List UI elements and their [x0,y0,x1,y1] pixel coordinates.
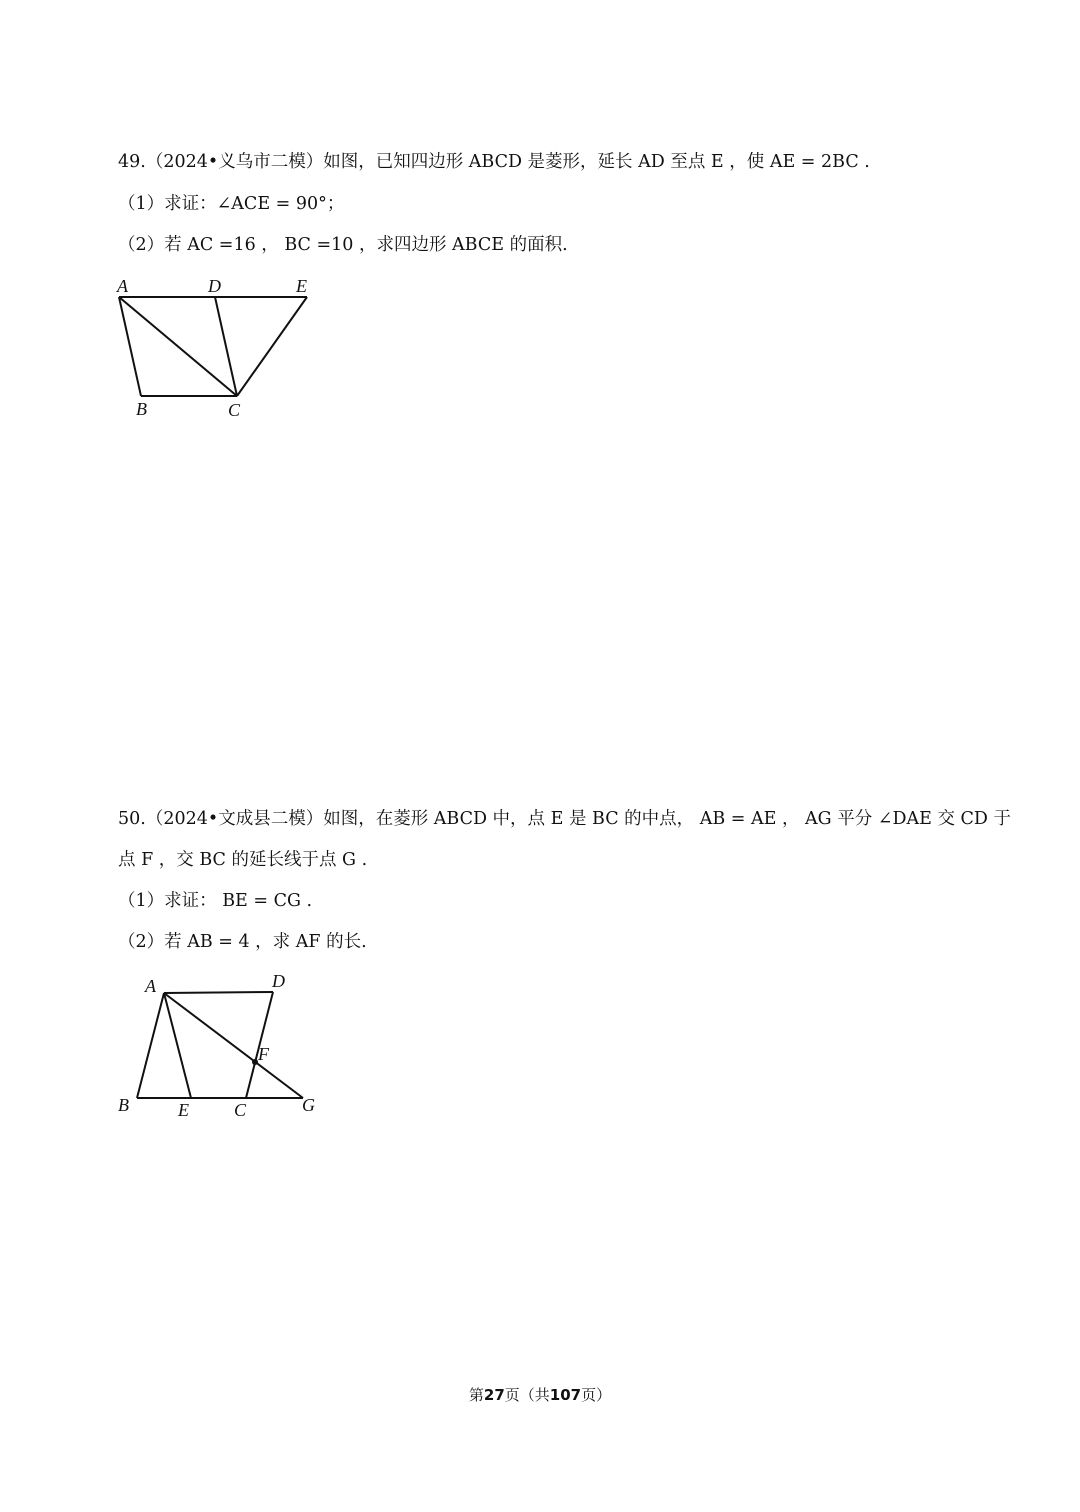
problem-49-title: 49.（2024•义乌市二模）如图，已知四边形 ABCD 是菱形，延长 AD 至点 E ，使 AE = 2BC . [118,152,870,172]
label-c: C [228,400,241,420]
problem-49-part-2: （2）若 AC =16 ， BC =10 ，求四边形 ABCE 的面积. [118,235,568,255]
label-d: D [208,276,221,296]
segment-ce [237,297,307,396]
problem-50-title-cont: 点 F ，交 BC 的延长线于点 G . [118,850,368,870]
segment-ab [137,993,164,1098]
footer-prefix: 第 [468,1386,484,1404]
footer-suffix: 页） [581,1386,612,1404]
label-g: G [302,1095,315,1115]
footer-total-pages: 107 [549,1386,582,1404]
problem-50-part-2: （2）若 AB = 4 ，求 AF 的长. [118,932,367,952]
problem-50-figure [100,965,340,1130]
label-a: A [145,976,156,996]
label-b: B [136,399,147,419]
label-f: F [258,1044,269,1064]
page-footer [0,1384,1080,1405]
problem-49-part-1: （1）求证：∠ACE = 90°； [118,194,345,214]
label-e: E [178,1100,189,1120]
problem-50-part-1: （1）求证： BE = CG . [118,891,313,911]
segment-ag [164,993,303,1098]
label-a: A [117,276,128,296]
label-e: E [296,276,307,296]
segment-ae [164,993,191,1098]
label-c: C [234,1100,247,1120]
footer-page-number: 27 [483,1386,505,1404]
problem-50-title: 50.（2024•文成县二模）如图，在菱形 ABCD 中，点 E 是 BC 的中点， AB = AE ， AG 平分 ∠DAE 交 CD 于 [118,809,1012,829]
label-d: D [272,971,285,991]
label-b: B [118,1095,129,1115]
problem-49-figure [100,270,330,430]
footer-middle: 页（共 [504,1386,550,1404]
segment-ad [164,992,273,993]
